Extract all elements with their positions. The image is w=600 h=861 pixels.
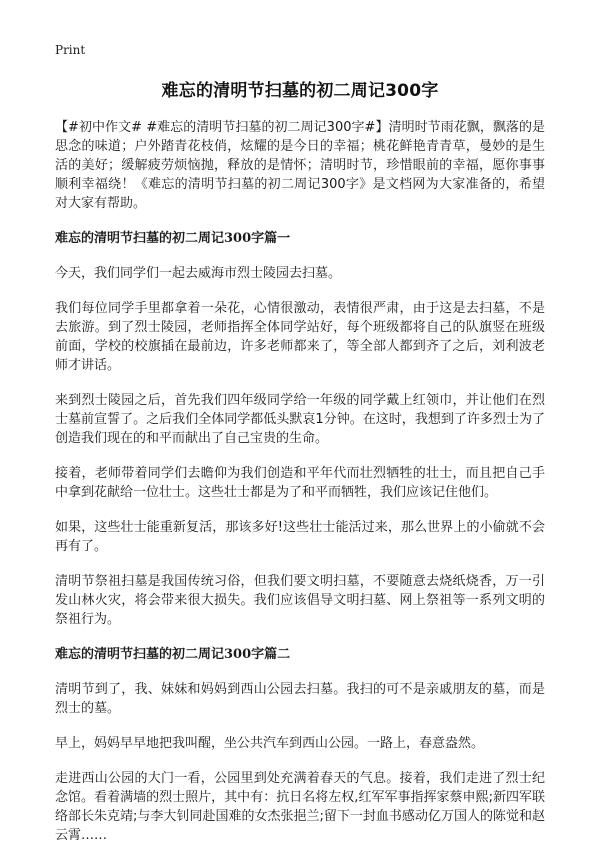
paragraph: 清明节祭祖扫墓是我国传统习俗，但我们要文明扫墓，不要随意去烧纸烧香，万一引发山林火灾，将会带来很大损失。我们应该倡导文明扫墓、网上祭祖等一系列文明的祭祖行为。 <box>55 574 545 627</box>
print-link[interactable]: Print <box>55 43 86 57</box>
section-heading-1: 难忘的清明节扫墓的初二周记300字篇一 <box>55 231 291 246</box>
paragraph: 来到烈士陵园之后，首先我们四年级同学给一年级的同学戴上红领巾，并让他们在烈士墓前宣誓了。之后我们全体同学都低头默哀1分钟。在这时，我想到了许多烈士为了创造我们现在的和平而献出了自己宝贵的生命。 <box>55 393 545 446</box>
section-heading-2: 难忘的清明节扫墓的初二周记300字篇二 <box>55 647 291 662</box>
page-title: 难忘的清明节扫墓的初二周记300字 <box>161 81 439 101</box>
paragraph: 我们每位同学手里都拿着一朵花，心情很激动，表情很严肃，由于这是去扫墓，不是去旅游。到了烈士陵园，老师指挥全体同学站好，每个班级都将自己的队旗竖在班级前面，学校的校旗插在最前边，许多老师都来了，等全部人都到齐了之后，刘利波老师才讲话。 <box>55 301 545 373</box>
paragraph: 早上，妈妈早早地把我叫醒，坐公共汽车到西山公园。一路上，春意盎然。 <box>55 736 485 751</box>
paragraph: 接着，老师带着同学们去瞻仰为我们创造和平年代而壮烈牺牲的壮士，而且把自己手中拿到花献给一位壮士。这些壮士都是为了和平而牺牲，我们应该记住他们。 <box>55 466 545 500</box>
paragraph: 清明节到了，我、妹妹和妈妈到西山公园去扫墓。我扫的可不是亲戚朋友的墓，而是烈士的墓。 <box>55 682 545 716</box>
paragraph: 走进西山公园的大门一看，公园里到处充满着春天的气息。接着，我们走进了烈士纪念馆。看着满墙的烈士照片，其中有：抗日名将左权,红军军事指挥家蔡申熙;新四军联络部长朱克靖;与李大钊同赴国难的女杰张挹兰;留下一封血书感动亿万国人的陈觉和赵云霄…… <box>55 771 545 843</box>
paragraph: 如果，这些壮士能重新复活，那该多好!这些壮士能活过来，那么世界上的小偷就不会再有了。 <box>55 520 545 554</box>
intro-paragraph: 【#初中作文# #难忘的清明节扫墓的初二周记300字#】清明时节雨花飘，飘落的是思念的味道；户外踏青花枝俏，炫耀的是今日的幸福；桃花鲜艳青青草，曼妙的是生活的美好；缓解疲劳烦恼抛，释放的是情怀；清明时节，珍惜眼前的幸福，愿你事事顺利幸福绕！《难忘的清明节扫墓的初二周记300字》是文档网为大家准备的，希望对大家有帮助。 <box>55 120 545 211</box>
paragraph: 今天，我们同学们一起去威海市烈士陵园去扫墓。 <box>55 266 342 281</box>
article-body <box>55 118 545 861</box>
